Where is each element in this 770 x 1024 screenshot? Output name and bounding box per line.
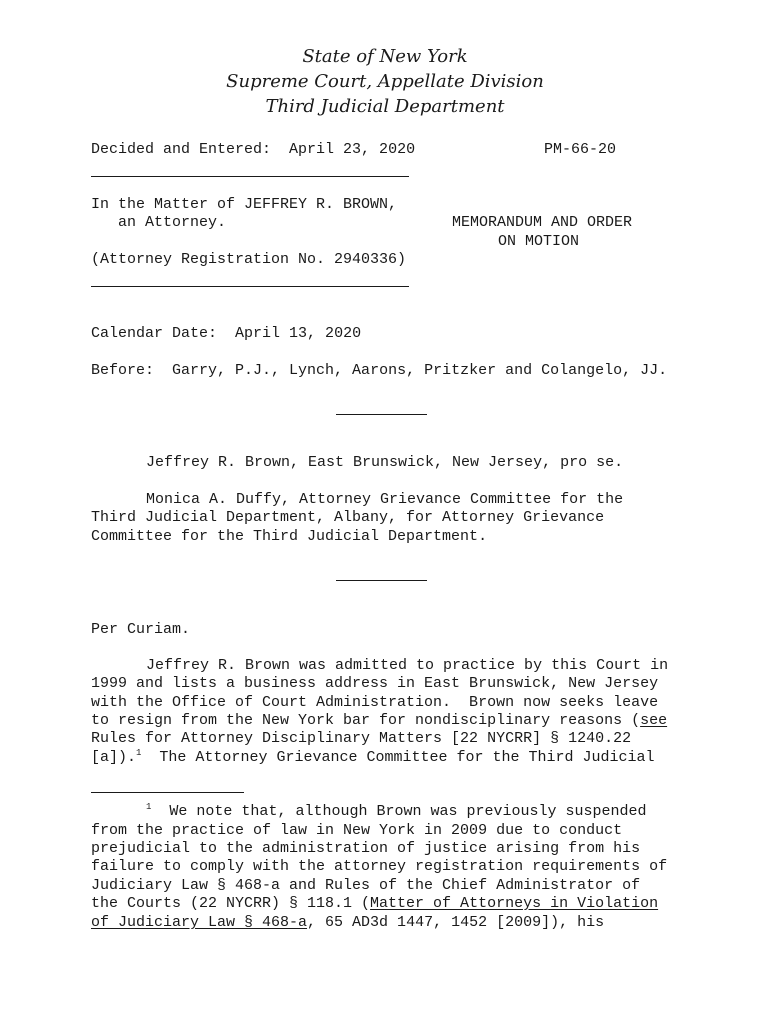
decided-label: Decided and Entered: bbox=[91, 141, 272, 158]
order-type-line-1: MEMORANDUM AND ORDER bbox=[452, 214, 633, 231]
citation-case-name-part-2: of Judiciary Law § 468-a bbox=[91, 914, 308, 931]
opinion-line-6 bbox=[91, 749, 655, 767]
section-divider-1 bbox=[336, 414, 427, 415]
caption-rule-bottom bbox=[91, 286, 409, 287]
court-header bbox=[0, 44, 770, 119]
opinion-line-1: Jeffrey R. Brown was admitted to practice by this Court in bbox=[146, 657, 669, 674]
see-signal: see bbox=[640, 712, 668, 729]
opinion-line-4 bbox=[91, 712, 667, 730]
opinion-line-6-rest: The Attorney Grievance Committee for the Third Judicial bbox=[141, 749, 655, 766]
registration-number: (Attorney Registration No. 2940336) bbox=[91, 251, 407, 268]
before-line bbox=[91, 362, 667, 380]
footnote-line-1 bbox=[146, 803, 647, 821]
footnote-line-4: failure to comply with the attorney registration requirements of bbox=[91, 858, 668, 875]
footnote-line-7 bbox=[91, 914, 604, 932]
footnote-line-6-text: the Courts (22 NYCRR) § 118.1 ( bbox=[91, 895, 371, 912]
footnote-line-2: from the practice of law in New York in 2009 due to conduct bbox=[91, 822, 623, 839]
caption-line-1: In the Matter of JEFFREY R. BROWN, bbox=[91, 196, 398, 213]
citation-case-name-part-1: Matter of Attorneys in Violation bbox=[370, 895, 659, 912]
decided-line bbox=[91, 141, 415, 159]
footnote-line-3: prejudicial to the administration of justice arising from his bbox=[91, 840, 641, 857]
court-division: Supreme Court, Appellate Division bbox=[226, 71, 544, 92]
footnote-marker: 1 bbox=[146, 802, 152, 812]
appearance-committee-line-2: Third Judicial Department, Albany, for Attorney Grievance bbox=[91, 509, 605, 526]
caption-line-2: an Attorney. bbox=[118, 214, 227, 231]
court-department: Third Judicial Department bbox=[265, 96, 505, 117]
footnote-reference[interactable]: 1 bbox=[136, 748, 142, 758]
appearance-committee-line-1: Monica A. Duffy, Attorney Grievance Committee for the bbox=[146, 491, 624, 508]
opinion-line-6-text: [a]). bbox=[91, 749, 137, 766]
order-type-line-2: ON MOTION bbox=[498, 233, 580, 250]
footnote-line-7-text: , 65 AD3d 1447, 1452 [2009]), his bbox=[307, 914, 605, 931]
footnote-rule bbox=[91, 792, 244, 793]
footnote-line-6 bbox=[91, 895, 658, 913]
court-state: State of New York bbox=[302, 46, 468, 67]
caption-rule-top bbox=[91, 176, 409, 177]
before-label: Before: bbox=[91, 362, 155, 379]
opinion-line-3: with the Office of Court Administration. Brown now seeks leave bbox=[91, 694, 659, 711]
section-divider-2 bbox=[336, 580, 427, 581]
opinion-line-2: 1999 and lists a business address in East Brunswick, New Jersey bbox=[91, 675, 659, 692]
calendar-line bbox=[91, 325, 361, 343]
appearance-committee-line-3: Committee for the Third Judicial Department. bbox=[91, 528, 488, 545]
docket-number: PM-66-20 bbox=[544, 141, 617, 158]
footnote-line-5: Judiciary Law § 468-a and Rules of the Chief Administrator of bbox=[91, 877, 641, 894]
opinion-line-5: Rules for Attorney Disciplinary Matters [22 NYCRR] § 1240.22 bbox=[91, 730, 632, 747]
calendar-date: April 13, 2020 bbox=[235, 325, 362, 342]
decided-date: April 23, 2020 bbox=[289, 141, 416, 158]
appearance-respondent: Jeffrey R. Brown, East Brunswick, New Jersey, pro se. bbox=[146, 454, 624, 471]
opinion-line-4-text: to resign from the New York bar for nondisciplinary reasons ( bbox=[91, 712, 641, 729]
per-curiam: Per Curiam. bbox=[91, 621, 191, 638]
footnote-line-1-text: We note that, although Brown was previously suspended bbox=[169, 803, 647, 820]
calendar-label: Calendar Date: bbox=[91, 325, 218, 342]
before-judges: Garry, P.J., Lynch, Aarons, Pritzker and Colangelo, JJ. bbox=[172, 362, 668, 379]
